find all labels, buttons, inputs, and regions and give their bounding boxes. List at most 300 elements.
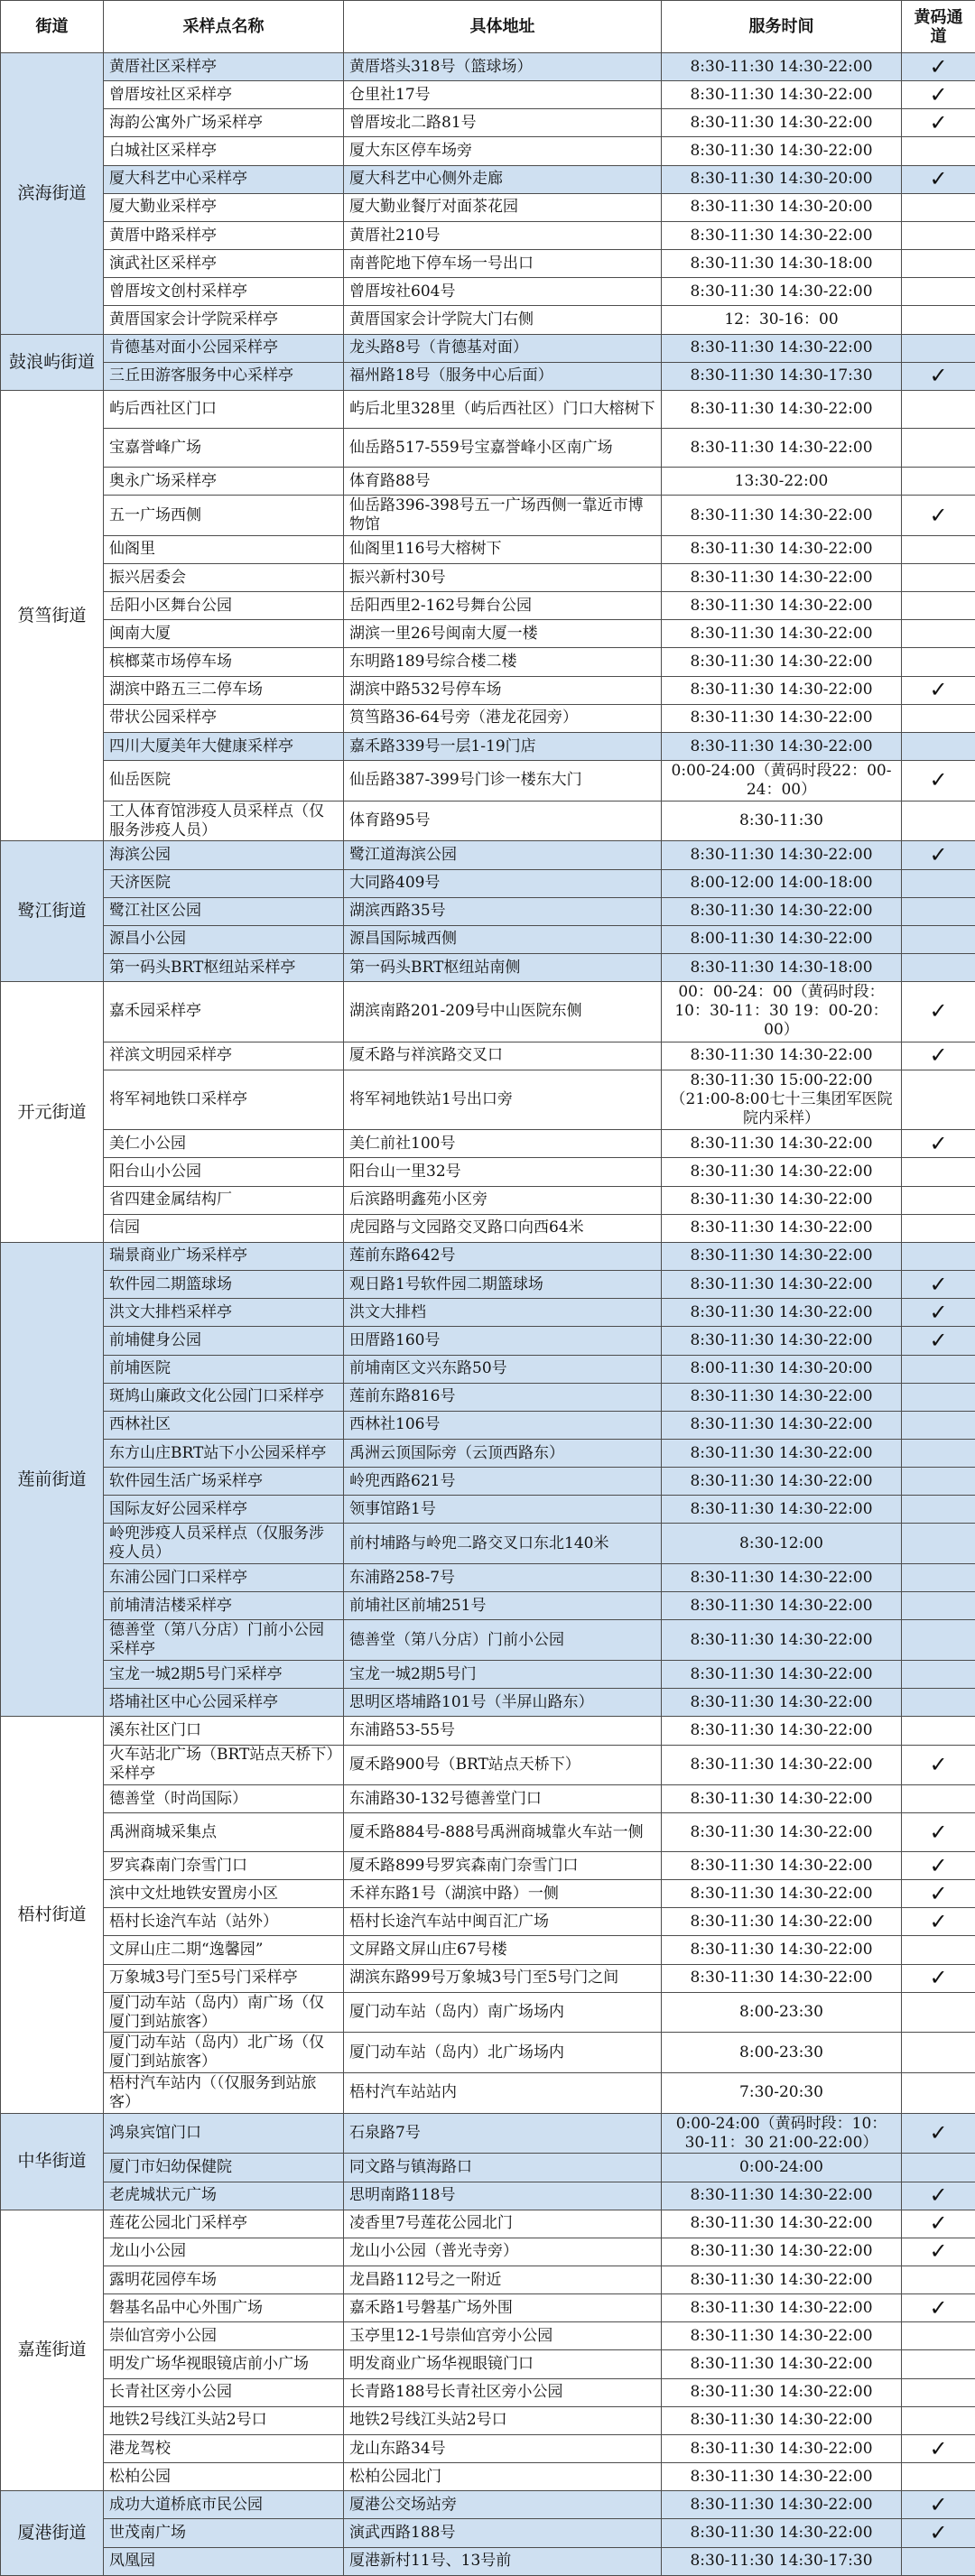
site-address: 厦港公交场站旁 [344,2491,662,2519]
table-row [1,1355,975,1383]
site-name: 东浦公园门口采样亭 [104,1564,344,1592]
table-row [1,193,975,221]
site-name: 三丘田游客服务中心采样亭 [104,362,344,390]
site-address: 振兴新村30号 [344,564,662,592]
yellow-code-check [902,278,975,306]
yellow-code-check [902,1242,975,1270]
site-address: 厦大科艺中心侧外走廊 [344,165,662,193]
site-name: 曾厝垵社区采样亭 [104,81,344,109]
site-address: 湖滨一里26号闽南大厦一楼 [344,620,662,648]
yellow-code-check: ✓ [902,53,975,81]
table-row [1,676,975,704]
service-time: 8:30-11:30 14:30-22:00 [662,1564,902,1592]
site-name: 龙山小公园 [104,2238,344,2266]
yellow-code-check: ✓ [902,2210,975,2238]
table-row [1,535,975,563]
yellow-code-check: ✓ [902,2434,975,2462]
site-address: 仙岳路387-399号门诊一楼东大门 [344,761,662,802]
table-row [1,2238,975,2266]
yellow-code-check [902,1158,975,1186]
site-name: 黄厝国家会计学院采样亭 [104,306,344,334]
yellow-code-check [902,250,975,278]
site-address: 龙山小公园（普光寺旁） [344,2238,662,2266]
yellow-code-check [902,2350,975,2378]
table-row [1,2322,975,2350]
table-row [1,165,975,193]
site-name: 西林社区 [104,1411,344,1439]
street-name: 莲前街道 [1,1242,104,1717]
site-address: 观日路1号软件园二期篮球场 [344,1271,662,1299]
site-address: 莲前东路816号 [344,1383,662,1411]
site-address: 文屏路文屏山庄67号楼 [344,1936,662,1964]
yellow-code-check [902,2266,975,2293]
table-row [1,1042,975,1070]
header-service-time: 服务时间 [662,1,902,53]
yellow-code-check [902,137,975,165]
site-address: 岭兜西路621号 [344,1468,662,1496]
service-time: 8:30-11:30 14:30-22:00 [662,897,902,925]
yellow-code-check [902,732,975,760]
yellow-code-check [902,2033,975,2073]
site-name: 宝龙一城2期5号门采样亭 [104,1661,344,1689]
site-address: 屿后北里328里（屿后西社区）门口大榕树下 [344,390,662,429]
site-name: 国际友好公园采样亭 [104,1496,344,1524]
site-address: 东浦路258-7号 [344,1564,662,1592]
yellow-code-check: ✓ [902,761,975,802]
site-address: 禾祥东路1号（湖滨中路）一侧 [344,1880,662,1908]
site-name: 溪东社区门口 [104,1717,344,1745]
yellow-code-check: ✓ [902,1042,975,1070]
street-name: 梧村街道 [1,1717,104,2113]
site-address: 源昌国际城西侧 [344,925,662,953]
table-row [1,2266,975,2293]
site-address: 黄厝国家会计学院大门右侧 [344,306,662,334]
yellow-code-check [902,2547,975,2575]
site-name: 港龙驾校 [104,2434,344,2462]
site-name: 屿后西社区门口 [104,390,344,429]
site-address: 将军祠地铁站1号出口旁 [344,1070,662,1129]
table-row [1,1271,975,1299]
site-address: 洪文大排档 [344,1299,662,1327]
site-address: 东浦路53-55号 [344,1717,662,1745]
table-row [1,897,975,925]
yellow-code-check [902,1383,975,1411]
service-time: 8:30-11:30 14:30-18:00 [662,250,902,278]
yellow-code-check [902,2154,975,2182]
site-name: 肯德基对面小公园采样亭 [104,334,344,362]
site-name: 带状公园采样亭 [104,704,344,732]
service-time: 8:30-11:30 14:30-20:00 [662,193,902,221]
site-name: 洪文大排档采样亭 [104,1299,344,1327]
site-name: 闽南大厦 [104,620,344,648]
site-address: 鹭江道海滨公园 [344,841,662,869]
table-row [1,1327,975,1355]
yellow-code-check: ✓ [902,2182,975,2210]
yellow-code-check [902,620,975,648]
site-address: 仙岳路517-559号宝嘉誉峰小区南广场 [344,429,662,468]
table-row [1,1964,975,1992]
table-row [1,1745,975,1785]
site-name: 白城社区采样亭 [104,137,344,165]
site-address: 明发商业广场华视眼镜门口 [344,2350,662,2378]
site-name: 祥滨文明园采样亭 [104,1042,344,1070]
site-name: 莲花公园北门采样亭 [104,2210,344,2238]
street-name: 滨海街道 [1,53,104,335]
yellow-code-check [902,1785,975,1813]
table-row [1,841,975,869]
site-address: 玉亭里12-1号崇仙宫旁小公园 [344,2322,662,2350]
site-address: 厦禾路899号罗宾森南门奈雪门口 [344,1851,662,1879]
site-address: 田厝路160号 [344,1327,662,1355]
site-name: 阳台山小公园 [104,1158,344,1186]
site-name: 瑞景商业广场采样亭 [104,1242,344,1270]
table-row [1,1620,975,1661]
service-time: 8:30-11:30 14:30-22:00 [662,496,902,536]
site-name: 梧村长途汽车站（站外） [104,1908,344,1936]
site-name: 槟榔菜市场停车场 [104,648,344,676]
site-name: 松柏公园 [104,2463,344,2491]
site-address: 西林社106号 [344,1411,662,1439]
site-name: 天济医院 [104,869,344,897]
service-time: 8:30-11:30 14:30-22:00 [662,81,902,109]
table-row [1,1880,975,1908]
site-name: 前埔清洁楼采样亭 [104,1592,344,1620]
service-time: 8:30-11:30 15:00-22:00（21:00-8:00七十三集团军医院院内采样） [662,1070,902,1129]
site-address: 前埔南区文兴东路50号 [344,1355,662,1383]
service-time: 8:30-11:30 14:30-22:00 [662,1496,902,1524]
site-name: 五一广场西侧 [104,496,344,536]
service-time: 8:30-11:30 14:30-22:00 [662,1936,902,1964]
site-name: 仙阁里 [104,535,344,563]
site-name: 前埔医院 [104,1355,344,1383]
table-row [1,53,975,81]
service-time: 8:30-11:30 14:30-22:00 [662,841,902,869]
table-row [1,362,975,390]
site-address: 第一码头BRT枢纽站南侧 [344,954,662,982]
service-time: 8:30-11:30 14:30-22:00 [662,2322,902,2350]
yellow-code-check: ✓ [902,1130,975,1158]
service-time: 0:00-24:00（黄码时段：10：30-11：30 21:00-22:00） [662,2113,902,2154]
table-row [1,1186,975,1214]
site-name: 文屏山庄二期“逸馨园” [104,1936,344,1964]
service-time: 8:30-11:30 14:30-22:00 [662,1468,902,1496]
service-time: 8:30-11:30 14:30-22:00 [662,390,902,429]
yellow-code-check [902,1411,975,1439]
service-time: 8:30-11:30 14:30-22:00 [662,1851,902,1879]
site-name: 宝嘉誉峰广场 [104,429,344,468]
yellow-code-check [902,925,975,953]
site-address: 嘉禾路1号磐基广场外围 [344,2294,662,2322]
service-time: 8:30-11:30 14:30-22:00 [662,1383,902,1411]
site-address: 黄厝社210号 [344,221,662,249]
table-row [1,2113,975,2154]
yellow-code-check: ✓ [902,1880,975,1908]
site-name: 火车站北广场（BRT站点天桥下）采样亭 [104,1745,344,1785]
site-name: 厦门市妇幼保健院 [104,2154,344,2182]
table-row [1,2154,975,2182]
service-time: 8:00-11:30 14:30-20:00 [662,1355,902,1383]
yellow-code-check [902,2378,975,2406]
yellow-code-check [902,1592,975,1620]
yellow-code-check [902,1214,975,1242]
site-address: 厦港新村11号、13号前 [344,2547,662,2575]
service-time: 8:30-11:30 14:30-22:00 [662,2210,902,2238]
service-time: 8:30-11:30 14:30-22:00 [662,1242,902,1270]
site-address: 梧村汽车站站内 [344,2073,662,2114]
yellow-code-check [902,1689,975,1717]
yellow-code-check [902,564,975,592]
site-address: 湖滨中路532号停车场 [344,676,662,704]
site-name: 曾厝垵文创村采样亭 [104,278,344,306]
site-address: 湖滨南路201-209号中山医院东侧 [344,982,662,1042]
header-address: 具体地址 [344,1,662,53]
service-time: 8:30-11:30 14:30-22:00 [662,109,902,137]
site-address: 前埔社区前埔251号 [344,1592,662,1620]
service-time: 00：00-24：00（黄码时段：10：30-11：30 19：00-20：00） [662,982,902,1042]
site-name: 老虎城状元广场 [104,2182,344,2210]
site-name: 地铁2号线江头站2号口 [104,2406,344,2434]
table-row [1,221,975,249]
site-name: 岳阳小区舞台公园 [104,592,344,620]
yellow-code-check [902,535,975,563]
table-row [1,2519,975,2547]
site-name: 长青社区旁小公园 [104,2378,344,2406]
yellow-code-check: ✓ [902,1745,975,1785]
yellow-code-check: ✓ [902,1813,975,1852]
service-time: 8:30-11:30 14:30-22:00 [662,1785,902,1813]
site-name: 凤凰园 [104,2547,344,2575]
table-row [1,592,975,620]
site-address: 同文路与镇海路口 [344,2154,662,2182]
service-time: 8:30-11:30 14:30-22:00 [662,1908,902,1936]
service-time: 8:30-11:30 14:30-22:00 [662,429,902,468]
table-row [1,496,975,536]
site-address: 仙岳路396-398号五一广场西侧一靠近市博物馆 [344,496,662,536]
table-row [1,2434,975,2462]
site-name: 世茂南广场 [104,2519,344,2547]
yellow-code-check [902,1440,975,1468]
yellow-code-check [902,2322,975,2350]
site-name: 罗宾森南门奈雪门口 [104,1851,344,1879]
street-name: 鹭江街道 [1,841,104,982]
yellow-code-check: ✓ [902,2491,975,2519]
table-row [1,2491,975,2519]
yellow-code-check: ✓ [902,982,975,1042]
site-name: 磐基名品中心外围广场 [104,2294,344,2322]
yellow-code-check: ✓ [902,109,975,137]
table-row [1,648,975,676]
service-time: 8:30-11:30 14:30-22:00 [662,592,902,620]
table-row [1,869,975,897]
table-row [1,334,975,362]
yellow-code-check [902,390,975,429]
service-time: 8:30-11:30 14:30-22:00 [662,221,902,249]
yellow-code-check: ✓ [902,2238,975,2266]
table-row [1,1813,975,1852]
site-name: 美仁小公园 [104,1130,344,1158]
yellow-code-check: ✓ [902,165,975,193]
site-name: 第一码头BRT枢纽站采样亭 [104,954,344,982]
service-time: 8:30-11:30 14:30-22:00 [662,2182,902,2210]
service-time: 8:30-11:30 14:30-22:00 [662,334,902,362]
table-row [1,2294,975,2322]
table-row [1,1130,975,1158]
table-row [1,954,975,982]
table-row [1,1564,975,1592]
yellow-code-check: ✓ [902,676,975,704]
yellow-code-check [902,1620,975,1661]
yellow-code-check [902,429,975,468]
table-row [1,982,975,1042]
street-name: 嘉莲街道 [1,2210,104,2491]
service-time: 8:30-11:30 14:30-22:00 [662,2294,902,2322]
table-row [1,1992,975,2033]
site-name: 成功大道桥底市民公园 [104,2491,344,2519]
site-address: 演武西路188号 [344,2519,662,2547]
table-row [1,390,975,429]
site-name: 斑鸠山廉政文化公园门口采样亭 [104,1383,344,1411]
yellow-code-check: ✓ [902,1908,975,1936]
table-row [1,81,975,109]
table-row [1,761,975,802]
service-time: 8:30-11:30 14:30-22:00 [662,676,902,704]
site-name: 湖滨中路五三二停车场 [104,676,344,704]
service-time: 8:30-11:30 14:30-22:00 [662,2434,902,2462]
site-address: 岳阳西里2-162号舞台公园 [344,592,662,620]
site-name: 软件园生活广场采样亭 [104,1468,344,1496]
site-address: 东明路189号综合楼二楼 [344,648,662,676]
service-time: 8:30-11:30 14:30-22:00 [662,1299,902,1327]
site-name: 前埔健身公园 [104,1327,344,1355]
site-address: 德善堂（第八分店）门前小公园 [344,1620,662,1661]
service-time: 8:30-11:30 14:30-18:00 [662,954,902,982]
service-time: 8:30-11:30 14:30-22:00 [662,732,902,760]
site-address: 厦门动车站（岛内）南广场场内 [344,1992,662,2033]
service-time: 8:30-11:30 14:30-22:00 [662,137,902,165]
service-time: 8:30-11:30 14:30-22:00 [662,2519,902,2547]
site-address: 长青路188号长青社区旁小公园 [344,2378,662,2406]
table-row [1,1299,975,1327]
table-row [1,732,975,760]
street-name: 筼筜街道 [1,390,104,841]
site-address: 筼筜路36-64号旁（港龙花园旁） [344,704,662,732]
yellow-code-check: ✓ [902,1851,975,1879]
site-name: 万象城3号门至5号门采样亭 [104,1964,344,1992]
table-row [1,2350,975,2378]
header-site-name: 采样点名称 [104,1,344,53]
site-address: 思明南路118号 [344,2182,662,2210]
service-time: 8:30-11:30 14:30-22:00 [662,278,902,306]
yellow-code-check [902,704,975,732]
service-time: 8:30-11:30 14:30-20:00 [662,165,902,193]
table-row [1,1411,975,1439]
site-name: 海滨公园 [104,841,344,869]
yellow-code-check: ✓ [902,2113,975,2154]
site-name: 源昌小公园 [104,925,344,953]
table-row [1,1785,975,1813]
site-name: 厦大勤业采样亭 [104,193,344,221]
service-time: 8:30-11:30 14:30-22:00 [662,704,902,732]
yellow-code-check [902,1186,975,1214]
site-name: 海韵公寓外广场采样亭 [104,109,344,137]
street-name: 开元街道 [1,982,104,1243]
site-name: 德善堂（时尚国际） [104,1785,344,1813]
table-row [1,1496,975,1524]
yellow-code-check [902,2073,975,2114]
site-address: 湖滨西路35号 [344,897,662,925]
service-time: 8:30-11:30 14:30-22:00 [662,1964,902,1992]
yellow-code-check [902,592,975,620]
table-row [1,250,975,278]
service-time: 8:30-11:30 14:30-22:00 [662,2463,902,2491]
table-row [1,2073,975,2114]
service-time: 8:30-11:30 14:30-22:00 [662,1661,902,1689]
table-row [1,925,975,953]
site-name: 仙岳医院 [104,761,344,802]
table-row [1,429,975,468]
yellow-code-check [902,193,975,221]
table-row [1,306,975,334]
service-time: 8:30-11:30 14:30-17:30 [662,362,902,390]
table-row [1,1689,975,1717]
service-time: 8:30-11:30 14:30-22:00 [662,564,902,592]
table-row [1,1592,975,1620]
table-row [1,1717,975,1745]
table-row [1,620,975,648]
site-name: 黄厝中路采样亭 [104,221,344,249]
site-name: 厦门动车站（岛内）南广场（仅厦门到站旅客） [104,1992,344,2033]
site-name: 禹洲商城采集点 [104,1813,344,1852]
service-time: 8:30-11:30 14:30-22:00 [662,2238,902,2266]
site-name: 四川大厦美年大健康采样亭 [104,732,344,760]
service-time: 0:00-24:00（黄码时段22：00-24：00） [662,761,902,802]
yellow-code-check: ✓ [902,81,975,109]
site-address: 阳台山一里32号 [344,1158,662,1186]
table-row [1,1468,975,1496]
yellow-code-check [902,648,975,676]
site-address: 龙头路8号（肯德基对面） [344,334,662,362]
service-time: 8:30-11:30 14:30-22:00 [662,1745,902,1785]
site-address: 嘉禾路339号一层1-19门店 [344,732,662,760]
yellow-code-check [902,801,975,841]
site-address: 仙阁里116号大榕树下 [344,535,662,563]
site-address: 湖滨东路99号万象城3号门至5号门之间 [344,1964,662,1992]
service-time: 8:30-11:30 14:30-22:00 [662,1214,902,1242]
site-name: 梧村汽车站内（（仅服务到站旅客） [104,2073,344,2114]
site-address: 大同路409号 [344,869,662,897]
site-name: 软件园二期篮球场 [104,1271,344,1299]
service-time: 8:00-23:30 [662,1992,902,2033]
yellow-code-check [902,1355,975,1383]
street-name: 厦港街道 [1,2491,104,2576]
service-time: 8:30-11:30 14:30-22:00 [662,1440,902,1468]
site-address: 龙昌路112号之一附近 [344,2266,662,2293]
yellow-code-check [902,1070,975,1129]
table-row [1,2210,975,2238]
service-time: 8:30-11:30 14:30-22:00 [662,535,902,563]
site-address: 体育路88号 [344,468,662,496]
yellow-code-check [902,468,975,496]
service-time: 8:30-11:30 14:30-22:00 [662,648,902,676]
site-address: 后滨路明鑫苑小区旁 [344,1186,662,1214]
table-row [1,1661,975,1689]
site-address: 南普陀地下停车场一号出口 [344,250,662,278]
site-name: 鸿泉宾馆门口 [104,2113,344,2154]
site-name: 塔埔社区中心公园采样亭 [104,1689,344,1717]
site-name: 崇仙宫旁小公园 [104,2322,344,2350]
service-time: 8:30-11:30 14:30-22:00 [662,1271,902,1299]
service-time: 8:30-11:30 14:30-22:00 [662,2406,902,2434]
